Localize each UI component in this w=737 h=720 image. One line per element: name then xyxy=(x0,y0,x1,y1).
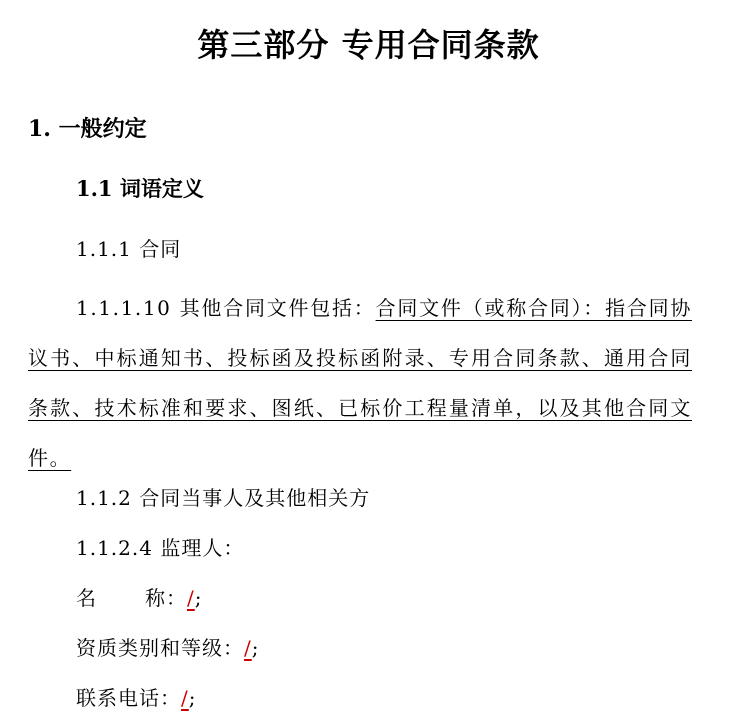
clause-1-1-1-10-lead: 1.1.1.10 其他合同文件包括： xyxy=(76,296,376,320)
clause-1-1-1-10-paragraph xyxy=(28,283,692,483)
field-qualification-row xyxy=(76,633,260,663)
field-phone-value: / xyxy=(181,686,189,710)
field-name-value: / xyxy=(187,586,195,610)
field-qualification-value: / xyxy=(244,636,252,660)
clause-1-1-1-10-underlined-text: 合同文件（或称合同）：指合同协议书、中标通知书、投标函及投标函附录、专用合同条款、通用合同条款、技术标准和要求、图纸、已标价工程量清单，以及其他合同文件。 xyxy=(28,296,692,470)
field-qualification-label: 资质类别和等级： xyxy=(76,636,244,660)
clause-1-1-1: 1.1.1 合同 xyxy=(76,237,182,261)
clause-1-1-2-4: 1.1.2.4 监理人： xyxy=(76,536,245,560)
clause-1-1-2: 1.1.2 合同当事人及其他相关方 xyxy=(76,486,371,510)
field-name-label-first-char: 名 xyxy=(76,586,97,610)
field-name-terminator: ; xyxy=(194,586,203,610)
field-phone-label: 联系电话： xyxy=(76,686,181,710)
field-qualification-terminator: ; xyxy=(251,636,260,660)
page-title: 第三部分 专用合同条款 xyxy=(197,26,540,64)
section-heading-1: 1. 一般约定 xyxy=(28,116,147,142)
field-name-row xyxy=(76,583,203,613)
field-name-label-rest: 称： xyxy=(145,586,187,610)
section-heading-1-1: 1.1 词语定义 xyxy=(76,176,204,201)
field-phone-row xyxy=(76,683,197,713)
field-phone-terminator: ; xyxy=(188,686,197,710)
